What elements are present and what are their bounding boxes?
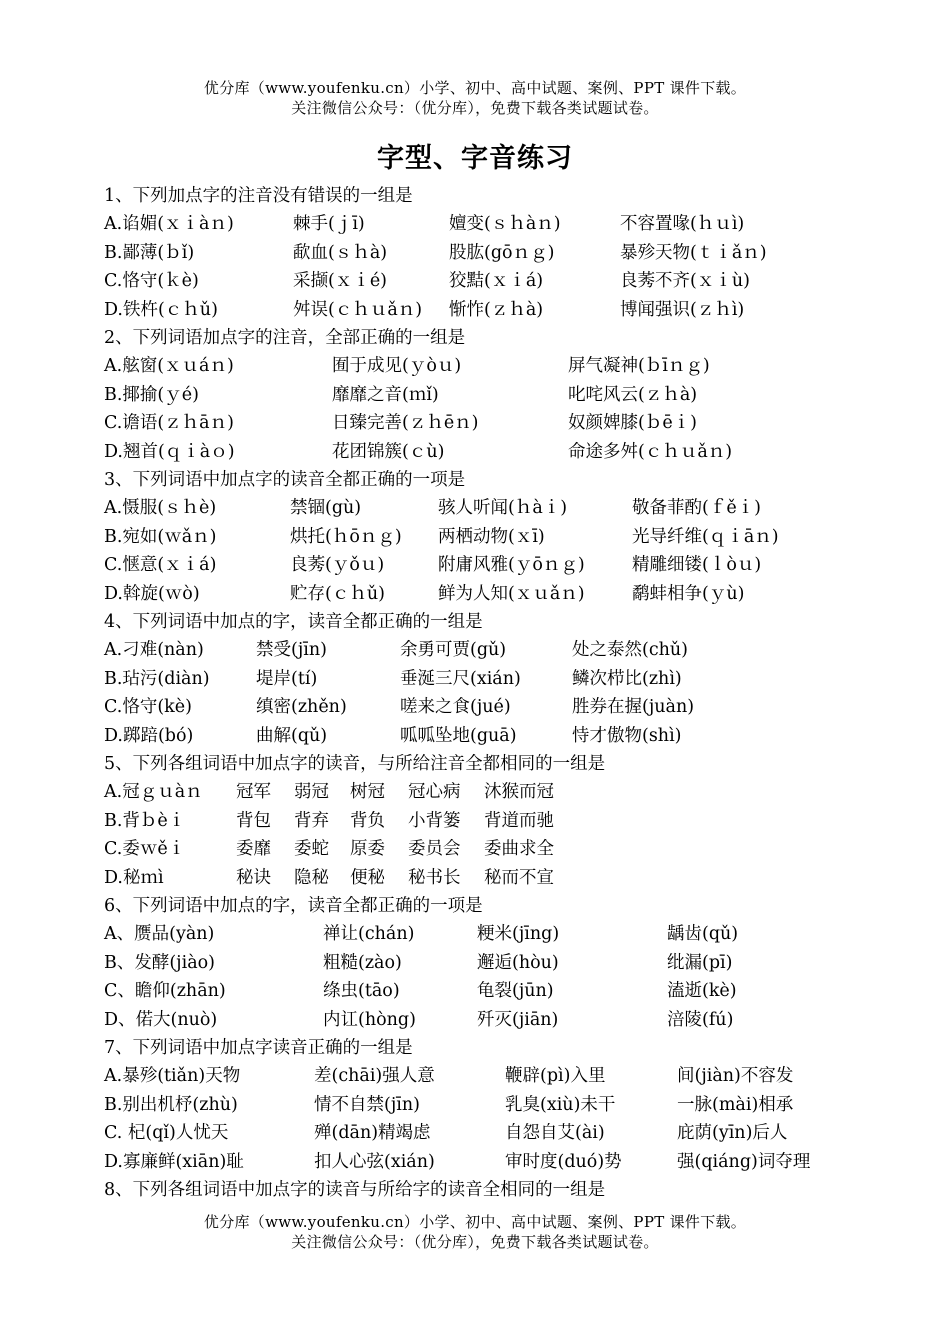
option-label: D.斡旋(ｗò) xyxy=(104,583,200,604)
footer-line-2: 关注微信公众号：（优分库），免费下载各类试题试卷。 xyxy=(291,1233,659,1251)
option-item: 附庸风雅(ｙōｎｇ) xyxy=(438,555,585,576)
option-item: 差(chāi)强人意 xyxy=(314,1066,435,1087)
option-item: 敬备菲酌(ｆěｉ) xyxy=(632,498,762,519)
option-item: 歼灭(jiān) xyxy=(477,1009,559,1030)
option-item: 不容置喙(ｈｕì) xyxy=(620,214,745,235)
question-stem: 6、下列词语中加点的字，读音全都正确的一项是 xyxy=(104,896,483,916)
option-label: D.秘ｍì xyxy=(104,867,164,888)
option-item: 庇荫(yīn)后人 xyxy=(677,1123,788,1144)
option-item: 嗟来之食(jué) xyxy=(400,697,511,718)
option-label: A.谄媚(ｘｉàｎ) xyxy=(104,214,234,235)
page-title: 字型、字音练习 xyxy=(377,143,573,174)
option-item: 奴颜婢膝(ｂēｉ) xyxy=(568,413,698,434)
option-item: 审时度(duó)势 xyxy=(505,1151,622,1172)
option-label: A.舷窗(ｘｕáｎ) xyxy=(104,356,234,377)
option-item: 鳞次栉比(zhì) xyxy=(572,668,682,689)
option-item: 垂涎三尺(xián) xyxy=(400,668,521,689)
option-label: A、赝品(yàn) xyxy=(104,924,215,945)
option-label: A.刁难(nàn) xyxy=(104,640,204,661)
question-stem: 7、下列词语中加点字读音正确的一组是 xyxy=(104,1038,413,1058)
option-item: 良莠不齐(ｘｉù) xyxy=(620,271,750,292)
option-label: B、发酵(jiào) xyxy=(104,952,216,973)
option-item: 委员会 xyxy=(408,839,461,860)
option-item: 叱咤风云(ｚｈà) xyxy=(568,384,698,405)
option-item: 胜券在握(juàn) xyxy=(572,697,695,718)
option-item: 殚(dān)精竭虑 xyxy=(314,1123,431,1144)
option-label: D.寡廉鲜(xiān)耻 xyxy=(104,1151,244,1172)
option-item: 禁锢(gù) xyxy=(290,498,362,519)
option-item: 委曲求全 xyxy=(484,839,554,860)
option-item: 采撷(ｘｉé) xyxy=(293,271,388,292)
option-item: 曲解(qǔ) xyxy=(256,725,328,746)
question-stem: 5、下列各组词语中加点字的读音，与所给注音全都相同的一组是 xyxy=(104,754,606,774)
option-item: 囿于成见(ｙòｕ) xyxy=(332,356,462,377)
option-item: 冠心病 xyxy=(408,782,461,803)
option-item: 光导纤维(ｑｉāｎ) xyxy=(632,526,779,547)
option-label: A.慑服(ｓｈè) xyxy=(104,498,217,519)
option-item: 鲜为人知(ｘｕǎｎ) xyxy=(438,583,585,604)
option-item: 禅让(chán) xyxy=(323,924,415,945)
option-item: 处之泰然(chǔ) xyxy=(572,640,688,661)
option-label: B.鄙薄(ｂǐ) xyxy=(104,242,195,263)
option-label: C、瞻仰(zhān) xyxy=(104,981,226,1002)
option-item: 惭怍(ｚｈà) xyxy=(449,299,544,320)
option-label: C.谵语(ｚｈāｎ) xyxy=(104,413,234,434)
option-item: 绦虫(tāo) xyxy=(323,981,400,1002)
option-item: 狡黠(ｘｉá) xyxy=(449,271,544,292)
option-item: 鞭辟(pì)入里 xyxy=(505,1066,606,1087)
footer-line-1: 优分库（www.youfenku.cn）小学、初中、高中试题、案例、PPT 课件下载。 xyxy=(203,1213,747,1231)
option-item: 背包 xyxy=(236,810,271,831)
question-stem: 8、下列各组词语中加点字的读音与所给字的读音全相同的一组是 xyxy=(104,1180,606,1200)
option-label: D.翘首(ｑｉàｏ) xyxy=(104,441,235,462)
option-item: 鹬蚌相争(ｙù) xyxy=(632,583,745,604)
option-item: 贮存(ｃｈǔ) xyxy=(290,583,385,604)
option-item: 乳臭(xiù)未干 xyxy=(505,1094,616,1115)
option-item: 背道而驰 xyxy=(484,810,554,831)
option-item: 内讧(hòng) xyxy=(323,1009,416,1030)
option-item: 粳米(jīng) xyxy=(477,924,560,945)
option-label: B.别出机杼(zhù) xyxy=(104,1094,238,1115)
option-label: D.铁杵(ｃｈǔ) xyxy=(104,299,218,320)
option-item: 秘诀 xyxy=(236,867,271,888)
option-item: 博闻强识(ｚｈì) xyxy=(620,299,745,320)
option-item: 歃血(ｓｈà) xyxy=(293,242,388,263)
option-item: 冠军 xyxy=(236,782,271,803)
option-item: 便秘 xyxy=(350,867,385,888)
option-item: 缜密(zhěn) xyxy=(256,697,347,718)
option-item: 情不自禁(jīn) xyxy=(314,1094,420,1115)
option-item: 禁受(jīn) xyxy=(256,640,327,661)
option-item: 秘而不宣 xyxy=(484,867,554,888)
option-label: C.委ｗěｉ xyxy=(104,839,186,860)
option-item: 花团锦簇(ｃù) xyxy=(332,441,445,462)
option-item: 精雕细镂(ｌòｕ) xyxy=(632,555,762,576)
option-item: 靡靡之音(ｍǐ) xyxy=(332,384,439,405)
header-line-1: 优分库（www.youfenku.cn）小学、初中、高中试题、案例、PPT 课件下载。 xyxy=(203,79,747,97)
option-item: 弱冠 xyxy=(294,782,329,803)
option-item: 溘逝(kè) xyxy=(667,981,737,1002)
option-item: 股肱(gōｎｇ) xyxy=(449,242,555,263)
option-item: 命途多舛(ｃｈｕǎｎ) xyxy=(568,441,733,462)
option-item: 扣人心弦(xián) xyxy=(314,1151,435,1172)
option-item: 良莠(ｙǒｕ) xyxy=(290,555,385,576)
header-line-2: 关注微信公众号：（优分库），免费下载各类试题试卷。 xyxy=(291,99,659,117)
option-item: 舛误(ｃｈｕǎｎ) xyxy=(293,299,423,320)
option-item: 棘手(ｊī) xyxy=(293,214,365,235)
option-label: D、偌大(nuò) xyxy=(104,1009,218,1030)
option-label: B.玷污(diàn) xyxy=(104,668,210,689)
option-item: 自怨自艾(ài) xyxy=(505,1123,605,1144)
option-item: 委蛇 xyxy=(294,839,329,860)
option-item: 原委 xyxy=(350,839,385,860)
option-label: C. 杞(qǐ)人忧天 xyxy=(104,1123,229,1144)
option-item: 龋齿(qǔ) xyxy=(667,924,739,945)
option-item: 日臻完善(ｚｈēｎ) xyxy=(332,413,479,434)
option-label: C.恪守(ｋè) xyxy=(104,271,199,292)
option-item: 暴殄天物(ｔｉǎｎ) xyxy=(620,242,767,263)
option-item: 龟裂(jūn) xyxy=(477,981,554,1002)
option-item: 堤岸(tí) xyxy=(256,668,318,689)
option-item: 隐秘 xyxy=(294,867,329,888)
option-item: 委靡 xyxy=(236,839,271,860)
option-item: 余勇可贾(gǔ) xyxy=(400,640,507,661)
option-label: B.背ｂèｉ xyxy=(104,810,186,831)
option-item: 嬗变(ｓｈàｎ) xyxy=(449,214,561,235)
option-item: 涪陵(fú) xyxy=(667,1009,734,1030)
option-item: 一脉(mài)相承 xyxy=(677,1094,794,1115)
option-item: 骇人听闻(ｈàｉ) xyxy=(438,498,568,519)
option-item: 两栖动物(ｘī) xyxy=(438,526,545,547)
option-item: 强(qiáng)词夺理 xyxy=(677,1151,811,1172)
option-item: 背弃 xyxy=(294,810,329,831)
question-stem: 2、下列词语加点字的注音，全部正确的一组是 xyxy=(104,328,466,348)
option-label: A.冠ｇｕàｎ xyxy=(104,782,203,803)
option-item: 恃才傲物(shì) xyxy=(572,725,682,746)
option-label: A.暴殄(tiǎn)天物 xyxy=(104,1066,241,1087)
option-label: B.宛如(ｗǎｎ) xyxy=(104,526,217,547)
option-item: 小背篓 xyxy=(408,810,461,831)
option-item: 呱呱坠地(guā) xyxy=(400,725,517,746)
question-stem: 1、下列加点字的注音没有错误的一组是 xyxy=(104,186,413,206)
option-item: 粗糙(zào) xyxy=(323,952,402,973)
option-item: 秘书长 xyxy=(408,867,461,888)
option-item: 背负 xyxy=(350,810,385,831)
option-item: 间(jiàn)不容发 xyxy=(677,1066,794,1087)
option-label: C.恪守(kè) xyxy=(104,697,192,718)
option-item: 屏气凝神(ｂīｎｇ) xyxy=(568,356,710,377)
option-item: 纰漏(pī) xyxy=(667,952,733,973)
option-label: B.揶揄(ｙé) xyxy=(104,384,199,405)
option-label: D.踯踣(bó) xyxy=(104,725,194,746)
question-stem: 4、下列词语中加点的字，读音全都正确的一组是 xyxy=(104,612,483,632)
option-item: 沐猴而冠 xyxy=(484,782,554,803)
question-stem: 3、下列词语中加点字的读音全都正确的一项是 xyxy=(104,470,466,490)
option-item: 邂逅(hòu) xyxy=(477,952,559,973)
option-item: 树冠 xyxy=(350,782,385,803)
option-item: 烘托(ｈōｎｇ) xyxy=(290,526,402,547)
option-label: C.惬意(ｘｉá) xyxy=(104,555,217,576)
